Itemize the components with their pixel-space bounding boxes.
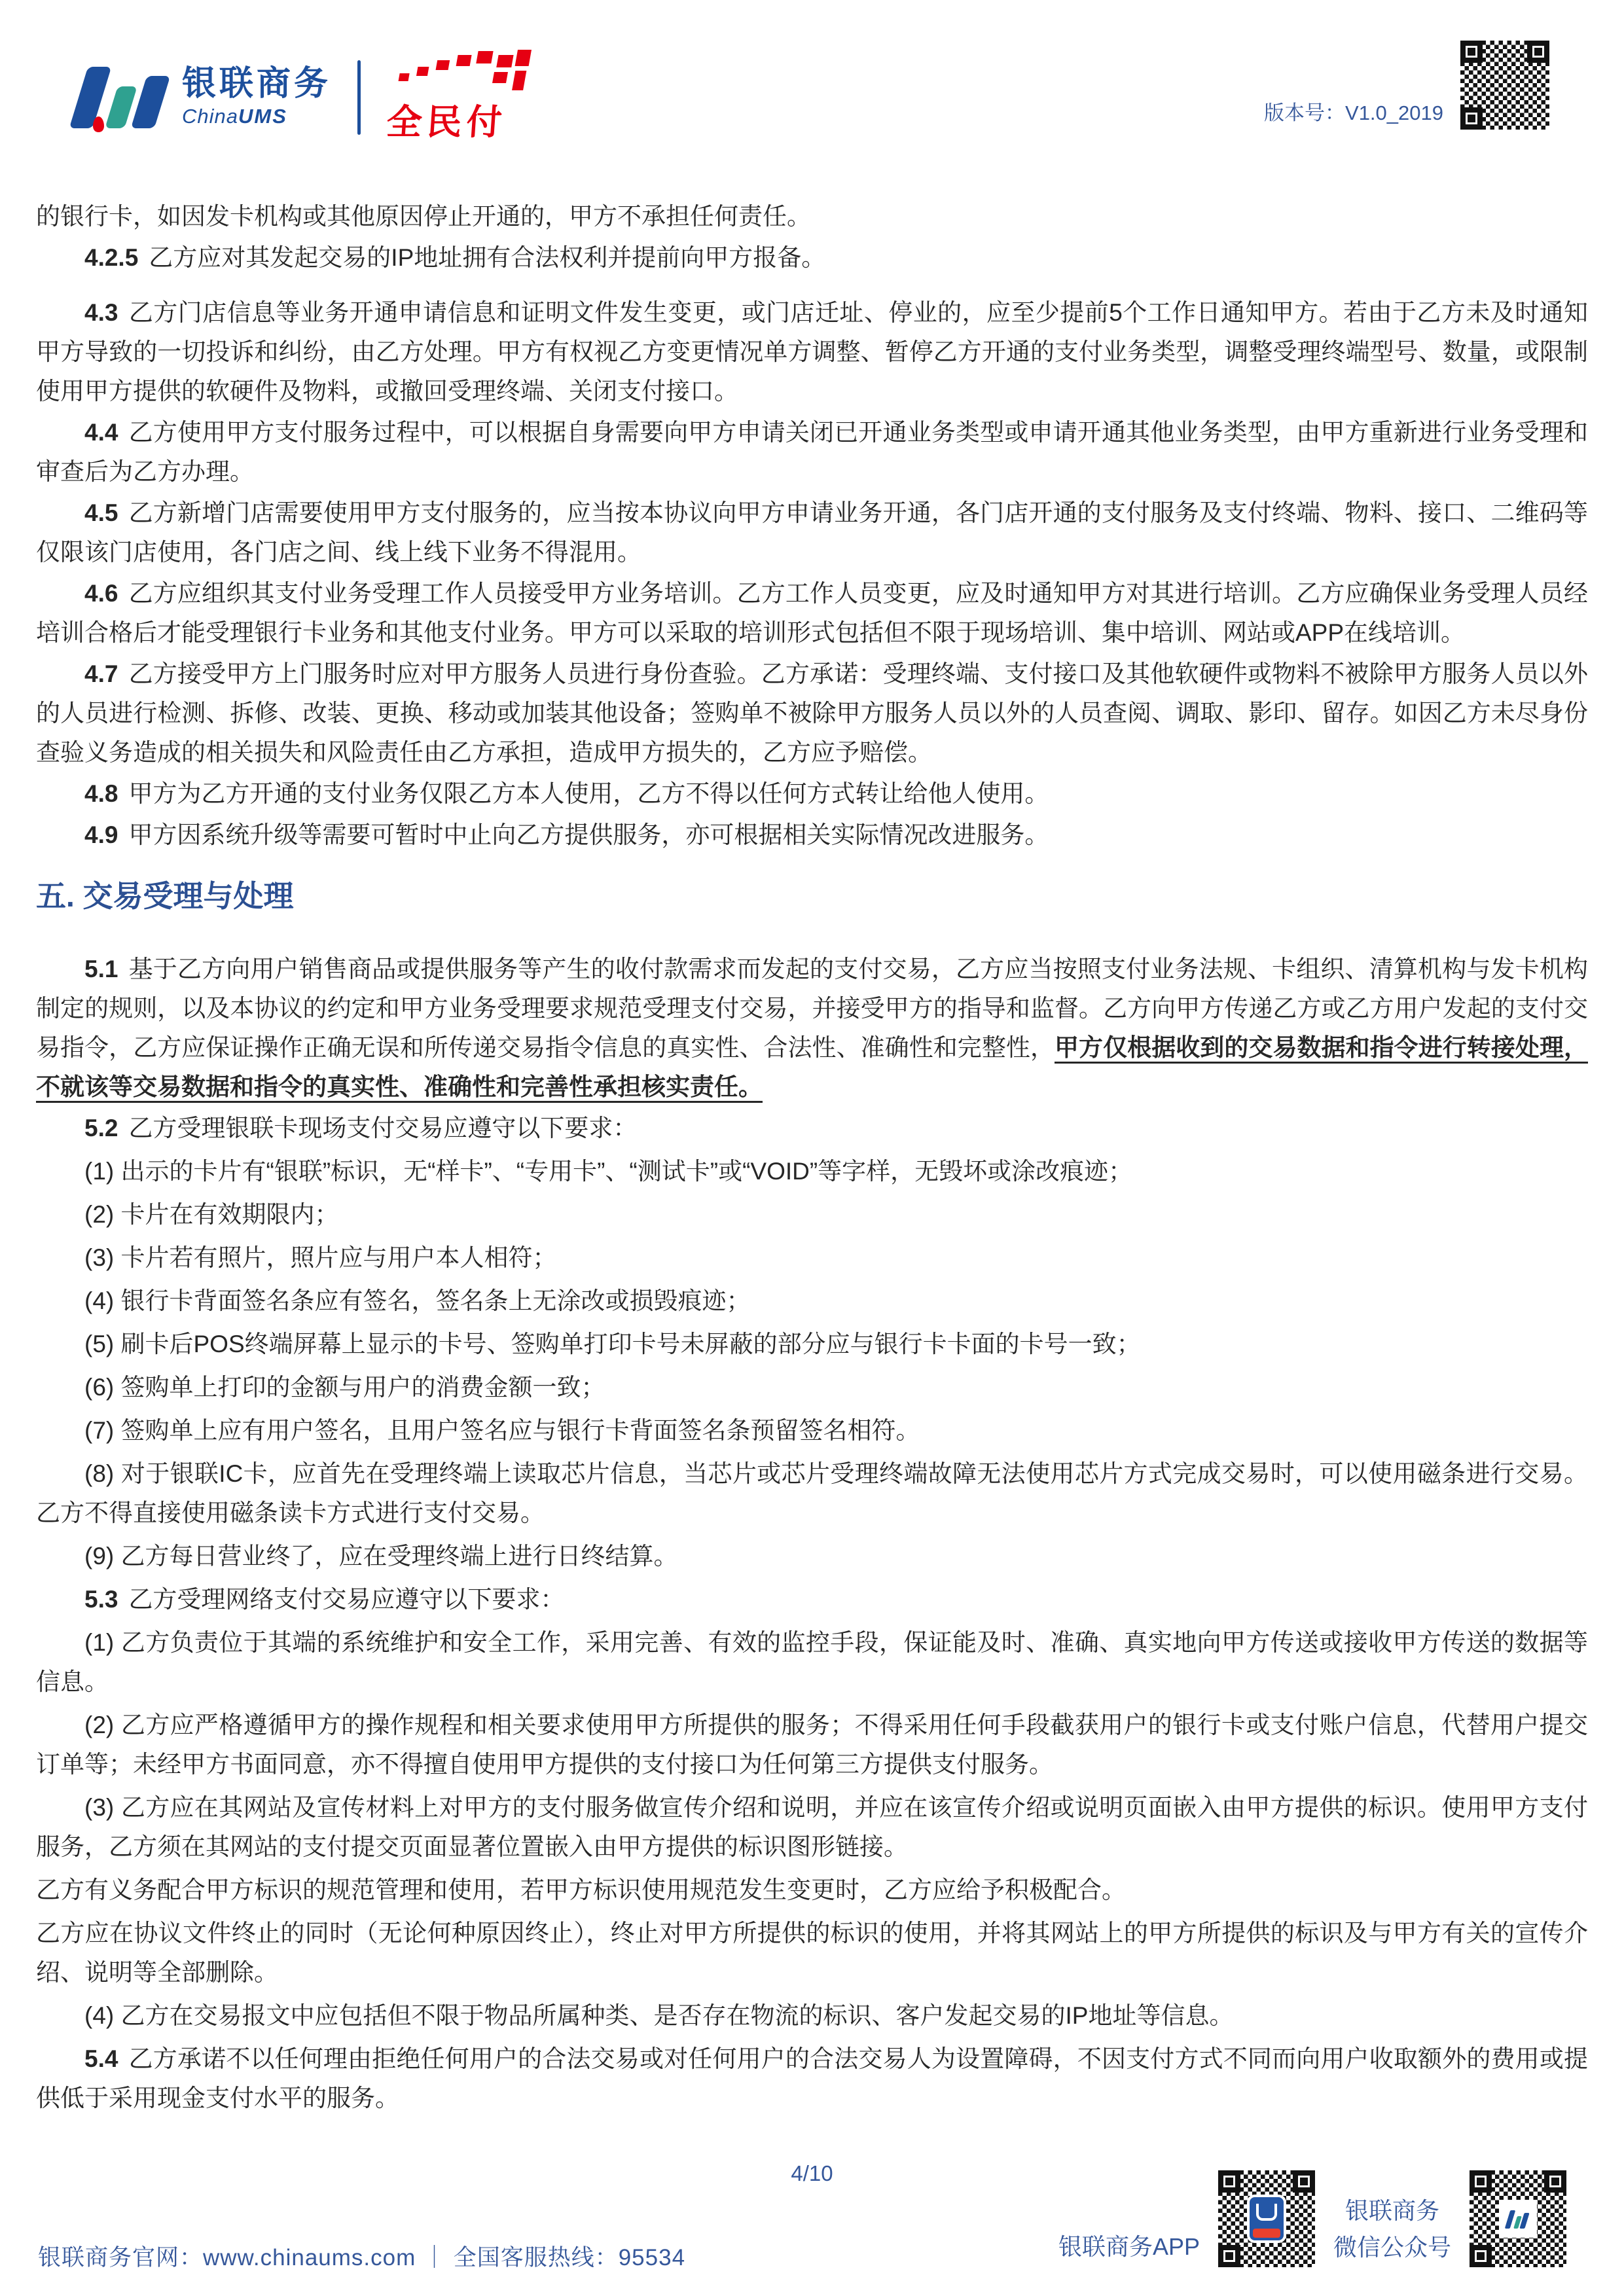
- list-item-5-2-8: (8) 对于银联IC卡，应首先在受理终端上读取芯片信息，当芯片或芯片受理终端故障无法使用芯片方式完成交易时，可以使用磁条进行交易。乙方不得直接使用磁条读卡方式进行支付交易。: [36, 1460, 1588, 1527]
- logo-bar-right: [131, 76, 170, 128]
- list-item-5-2-5: (5) 刷卡后POS终端屏幕上显示的卡号、签购单打印卡号未屏蔽的部分应与银行卡卡面的卡号一致；: [84, 1331, 1141, 1358]
- clause-number: 5.1: [84, 956, 118, 983]
- clause-4-9: [36, 816, 1588, 855]
- version-label: 版本号：V1.0_2019: [1264, 101, 1443, 124]
- app-qr-label: 银联商务APP: [1058, 2233, 1200, 2260]
- clause-text: 乙方接受甲方上门服务时应对甲方服务人员进行身份查验。乙方承诺：受理终端、支付接口及其他软硬件或物料不被除甲方服务人员以外的人员进行检测、拆修、改装、更换、移动或加装其他设备；签购单不被除甲方服务人员以外的人员查阅、调取、影印、留存。如因乙方未尽身份查验义务造成的相关损失和风险责任由乙方承担，造成甲方损失的，乙方应予赔偿。: [36, 660, 1588, 766]
- footer-contact-line: 银联商务官网：www.chinaums.com ｜ 全国客服热线：95534: [38, 2245, 686, 2270]
- clause-text: 甲方为乙方开通的支付业务仅限乙方本人使用，乙方不得以任何方式转让给他人使用。: [128, 780, 1049, 807]
- clause-4-4: [36, 413, 1588, 492]
- clause-number: 4.2.5: [84, 244, 139, 271]
- clause-text: 乙方应对其发起交易的IP地址拥有合法权利并提前向甲方报备。: [149, 244, 826, 271]
- list-item-5-3-3-continuation: 乙方应在协议文件终止的同时（无论何种原因终止），终止对甲方所提供的标识的使用，并将其网站上的甲方所提供的标识及与甲方有关的宣传介绍、说明等全部删除。: [36, 1920, 1588, 1986]
- clause-text: 乙方承诺不以任何理由拒绝任何用户的合法交易或对任何用户的合法交易人为设置障碍，不因支付方式不同而向用户收取额外的费用或提供低于采用现金支付水平的服务。: [36, 2045, 1588, 2112]
- clause-text: 乙方受理网络支付交易应遵守以下要求：: [128, 1586, 565, 1613]
- logo-divider: [357, 60, 361, 135]
- list-item-5-2-3: (3) 卡片若有照片，照片应与用户本人相符；: [84, 1244, 557, 1272]
- clause-number: 4.3: [84, 299, 118, 326]
- clause-text: 乙方新增门店需要使用甲方支付服务的，应当按本协议向甲方申请业务开通，各门店开通的支付服务及支付终端、物料、接口、二维码等仅限该门店使用，各门店之间、线上线下业务不得混用。: [36, 499, 1588, 565]
- clause-number: 5.4: [84, 2045, 118, 2073]
- list-item-5-3-1: (1) 乙方负责位于其端的系统维护和安全工作，采用完善、有效的监控手段，保证能及时、准确、真实地向甲方传送或接收甲方传送的数据等信息。: [36, 1629, 1588, 1696]
- clause-5-1: [36, 950, 1588, 1107]
- list-item-5-3-3: (3) 乙方应在其网站及宣传材料上对甲方的支付服务做宣传介绍和说明，并应在该宣传介绍或说明页面嵌入由甲方提供的标识。使用甲方支付服务，乙方须在其网站的支付提交页面显著位置嵌入由甲方提供的标识图形链接。: [36, 1794, 1588, 1861]
- brand-name-cn: 银联商务: [182, 65, 332, 103]
- list-item-5-3-3-continuation: 乙方有义务配合甲方标识的规范管理和使用，若甲方标识使用规范发生变更时，乙方应给予积极配合。: [36, 1876, 1126, 1904]
- clause-4-2-5: [36, 238, 1588, 278]
- list-item-5-2-4: (4) 银行卡背面签名条应有签名，签名条上无涂改或损毁痕迹；: [84, 1287, 751, 1315]
- header-qr-code: [1460, 41, 1549, 130]
- clause-number: 4.7: [84, 660, 118, 687]
- clause-4-5: [36, 493, 1588, 572]
- clause-5-2: [36, 1109, 1588, 1148]
- clause-5-3: [36, 1580, 1588, 1619]
- page-number: 4/10: [791, 2161, 833, 2185]
- clause-4-7: [36, 655, 1588, 772]
- section-5-heading: 五. 交易受理与处理: [36, 879, 294, 913]
- logo-bar-left: [69, 67, 112, 128]
- brand-en-bold: UMS: [238, 104, 287, 128]
- clause-text: 乙方门店信息等业务开通申请信息和证明文件发生变更，或门店迁址、停业的，应至少提前5个工作日通知甲方。若由于乙方未及时通知甲方导致的一切投诉和纠纷，由乙方处理。甲方有权视乙方变更情况单方调整、暂停乙方开通的支付业务类型，调整受理终端型号、数量，或限制使用甲方提供的软硬件及物料，或撤回受理终端、关闭支付接口。: [36, 299, 1588, 404]
- wechat-label-line2: 微信公众号: [1333, 2234, 1451, 2261]
- logo-red-drop: [93, 117, 104, 132]
- clause-5-4: [36, 2039, 1588, 2118]
- list-item-5-2-2: (2) 卡片在有效期限内；: [84, 1201, 339, 1229]
- clause-text: 乙方应组织其支付业务受理工作人员接受甲方业务培训。乙方工作人员变更，应及时通知甲方对其进行培训。乙方应确保业务受理人员经培训合格后才能受理银行卡业务和其他支付业务。甲方可以采取的培训形式包括但不限于现场培训、集中培训、网站或APP在线培训。: [36, 580, 1588, 646]
- clause-number: 4.9: [84, 821, 118, 848]
- clause-number: 4.5: [84, 499, 118, 526]
- contract-body: [36, 195, 1588, 2120]
- qr-finder-icon: [1527, 41, 1549, 63]
- qr-finder-icon: [1218, 2170, 1240, 2193]
- qr-finder-icon: [1460, 107, 1483, 130]
- clause-5-1-emphasis: 甲方仅根据收到的交易数据和指令进行转接处理，不就该等交易数据和指令的真实性、准确性和完善性承担核实责任。: [36, 1034, 1588, 1101]
- clause-number: 4.4: [84, 419, 118, 446]
- clause-4-8: [36, 774, 1588, 814]
- list-item-5-2-9: (9) 乙方每日营业终了，应在受理终端上进行日终结算。: [84, 1543, 678, 1570]
- clause-number: 4.8: [84, 780, 118, 807]
- brand-logo: [73, 50, 536, 145]
- chinaums-logo-icon: [73, 65, 173, 130]
- qr-finder-icon: [1544, 2170, 1566, 2193]
- header-right: [1264, 41, 1549, 130]
- list-item-5-3-4: (4) 乙方在交易报文中应包括但不限于物品所属种类、是否存在物流的标识、客户发起交易的IP地址等信息。: [84, 2002, 1234, 2030]
- chinaums-mini-logo-icon: [1499, 2200, 1537, 2238]
- clause-text: 基于乙方向用户销售商品或提供服务等产生的收付款需求而发起的支付交易，乙方应当按照支付业务法规、卡组织、清算机构与发卡机构制定的规则，以及本协议的约定和甲方业务受理要求规范受理支付交易，并接受甲方的指导和监督。乙方向甲方传递乙方或乙方用户发起的支付交易指令，乙方应保证操作正确无误和所传递交易指令信息的真实性、合法性、准确性和完整性，: [36, 956, 1588, 1062]
- app-qr-code: [1218, 2170, 1315, 2267]
- clause-text: 甲方因系统升级等需要可暂时中止向乙方提供服务，亦可根据相关实际情况改进服务。: [128, 821, 1049, 848]
- mini-logo-bars: [1506, 2209, 1530, 2229]
- clause-number: 4.6: [84, 580, 118, 607]
- brand-en-light: China: [182, 104, 238, 128]
- product-name: 全民付: [385, 103, 508, 142]
- clause-4-2-4-continuation: 的银行卡，如因发卡机构或其他原因停止开通的，甲方不承担任何责任。: [36, 203, 811, 230]
- list-item-5-2-6: (6) 签购单上打印的金额与用户的消费金额一致；: [84, 1374, 605, 1401]
- footer-qr-group: [1058, 2170, 1566, 2267]
- list-item-5-2-1: (1) 出示的卡片有“银联”标识，无“样卡”、“专用卡”、“测试卡”或“VOID”等字样，无毁坏或涂改痕迹；: [84, 1158, 1133, 1185]
- clause-4-3: [36, 293, 1588, 411]
- clause-number: 5.2: [84, 1115, 118, 1142]
- brand-name-en: [182, 105, 331, 128]
- qr-finder-icon: [1293, 2170, 1315, 2193]
- clause-number: 5.3: [84, 1586, 118, 1613]
- clause-text: 乙方受理银联卡现场支付交易应遵守以下要求：: [128, 1115, 638, 1142]
- wechat-qr-code: [1470, 2170, 1566, 2267]
- list-item-5-3-2: (2) 乙方应严格遵循甲方的操作规程和相关要求使用甲方所提供的服务；不得采用任何手段截获用户的银行卡或支付账户信息，代替用户提交订单等；未经甲方书面同意，亦不得擅自使用甲方提供的支付接口为任何第三方提供支付服务。: [36, 1712, 1588, 1778]
- chinaums-app-icon: [1247, 2195, 1286, 2243]
- qr-finder-icon: [1470, 2170, 1492, 2193]
- wechat-label-line1: 银联商务: [1344, 2197, 1439, 2225]
- qr-finder-icon: [1218, 2245, 1240, 2267]
- quanminfu-logo: [387, 50, 536, 145]
- list-item-5-2-7: (7) 签购单上应有用户签名，且用户签名应与银行卡背面签名条预留签名相符。: [84, 1417, 920, 1444]
- wechat-qr-label: [1333, 2193, 1451, 2266]
- brand-text: [182, 66, 331, 128]
- qr-finder-icon: [1470, 2245, 1492, 2267]
- checkered-flag-swoosh-icon: [396, 50, 536, 93]
- clause-4-6: [36, 574, 1588, 653]
- clause-text: 乙方使用甲方支付服务过程中，可以根据自身需要向甲方申请关闭已开通业务类型或申请开通其他业务类型，由甲方重新进行业务受理和审查后为乙方办理。: [36, 419, 1588, 485]
- qr-finder-icon: [1460, 41, 1483, 63]
